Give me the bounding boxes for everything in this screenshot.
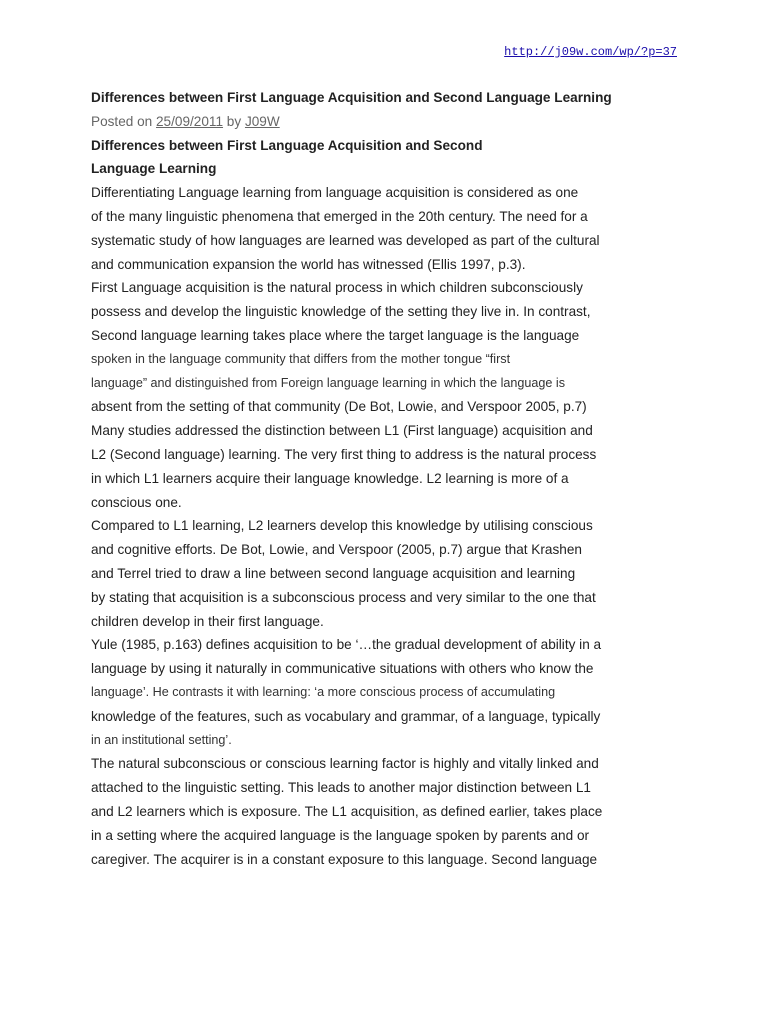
text-line: absent from the setting of that community (De Bot, Lowie, and Verspoor 2005, p.7) (91, 399, 587, 415)
text-line: First Language acquisition is the natural process in which children subconsciously (91, 280, 583, 296)
body-paragraph (91, 633, 631, 752)
text-line: and L2 learners which is exposure. The L1 acquisition, as defined earlier, takes place (91, 803, 603, 819)
text-line: in an institutional setting’. (91, 732, 232, 747)
text-line: Differentiating Language learning from language acquisition is considered as one (91, 185, 579, 201)
text-line: systematic study of how languages are learned was developed as part of the cultural (91, 232, 600, 248)
source-url-link[interactable]: http://j09w.com/wp/?p=37 (504, 45, 677, 59)
post-date-link[interactable]: 25/09/2011 (156, 113, 224, 129)
text-line: by stating that acquisition is a subconscious process and very similar to the one that (91, 589, 596, 605)
article-title: Differences between First Language Acquisition and Second Language Learning (91, 90, 612, 105)
text-line: possess and develop the linguistic knowledge of the setting they live in. In contrast, (91, 304, 591, 320)
text-line: Yule (1985, p.163) defines acquisition to be ‘…the gradual development of ability in a (91, 637, 602, 653)
body-paragraph (91, 276, 631, 419)
text-line: knowledge of the features, such as vocabulary and grammar, of a language, typically (91, 708, 601, 724)
text-line: attached to the linguistic setting. This leads to another major distinction between L1 (91, 780, 591, 796)
text-line: Many studies addressed the distinction between L1 (First language) acquisition and (91, 423, 593, 439)
text-line: language’. He contrasts it with learning: ‘a more conscious process of accumulating (91, 684, 556, 699)
text-line: language” and distinguished from Foreign language learning in which the language is (91, 375, 565, 390)
text-line: in which L1 learners acquire their language knowledge. L2 learning is more of a (91, 470, 569, 486)
body-paragraph (91, 419, 631, 514)
text-line: spoken in the language community that differs from the mother tongue “first (91, 351, 511, 366)
text-line: The natural subconscious or conscious learning factor is highly and vitally linked and (91, 756, 599, 772)
text-line: and Terrel tried to draw a line between second language acquisition and learning (91, 565, 576, 581)
text-line: language by using it naturally in communicative situations with others who know the (91, 661, 594, 677)
author-link[interactable]: J09W (244, 113, 280, 129)
text-line: children develop in their first language. (91, 613, 324, 629)
text-line: in a setting where the acquired language is the language spoken by parents and or (91, 827, 590, 843)
text-line: Second language learning takes place where the target language is the language (91, 327, 580, 343)
article-body (91, 86, 631, 871)
by-label: by (223, 113, 245, 129)
section-heading (91, 134, 631, 182)
body-paragraph (91, 181, 631, 276)
body-paragraph (91, 514, 631, 633)
section-heading-line: Language Learning (91, 161, 217, 177)
paragraphs (91, 181, 631, 871)
text-line: Compared to L1 learning, L2 learners develop this knowledge by utilising conscious (91, 518, 593, 534)
post-meta (91, 110, 631, 134)
text-line: and communication expansion the world has witnessed (Ellis 1997, p.3). (91, 256, 526, 272)
text-line: caregiver. The acquirer is in a constant exposure to this language. Second language (91, 851, 598, 867)
text-line: and cognitive efforts. De Bot, Lowie, and Verspoor (2005, p.7) argue that Krashen (91, 542, 582, 558)
text-line: conscious one. (91, 494, 182, 510)
body-paragraph (91, 752, 631, 871)
section-heading-line: Differences between First Language Acquisition and Second (91, 137, 483, 153)
text-line: of the many linguistic phenomena that emerged in the 20th century. The need for a (91, 208, 588, 224)
text-line: L2 (Second language) learning. The very first thing to address is the natural process (91, 446, 597, 462)
posted-on-label: Posted on (91, 113, 156, 129)
